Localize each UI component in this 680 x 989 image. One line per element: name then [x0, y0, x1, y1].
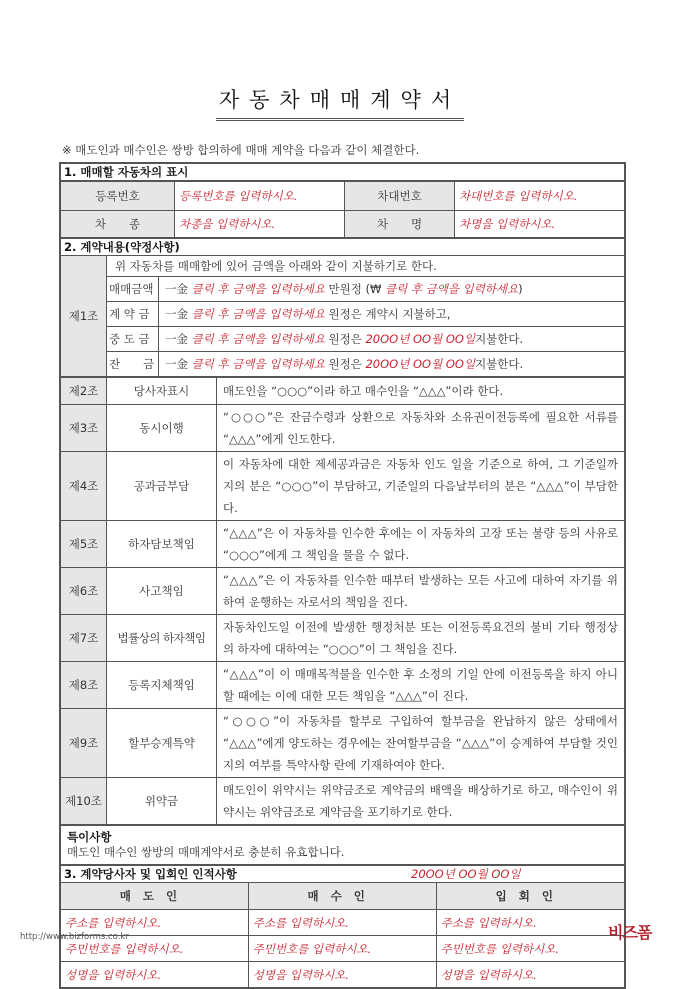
car-name-label: 차 명 — [345, 211, 455, 238]
payment-label: 계 약 금 — [107, 302, 159, 327]
article-title: 당사자표시 — [107, 378, 217, 405]
section2-heading: 2. 계약내용(약정사항) — [61, 239, 625, 256]
balance-amount-field[interactable]: 클릭 후 금액을 입력하세요 — [191, 357, 325, 371]
article-row — [61, 521, 625, 568]
special-notes-text[interactable]: 매도인 매수인 쌍방의 매매계약서로 충분히 유효합니다. — [67, 845, 345, 859]
interim-amount-field[interactable]: 클릭 후 금액을 입력하세요 — [191, 332, 325, 346]
buyer-address-field[interactable]: 주소를 입력하시오. — [248, 910, 436, 936]
witness-address-field[interactable]: 주소를 입력하시오. — [436, 910, 624, 936]
balance-date-field[interactable]: 20OO년 OO월 OO일 — [365, 357, 476, 371]
article-text: “△△△”은 이 자동차를 인수한 때부터 발생하는 모든 사고에 대하여 자기를 위하여 운행하는 자로서의 책임을 진다. — [217, 568, 625, 615]
vehicle-table — [60, 163, 625, 181]
footer-url-link[interactable]: http://www.bizforms.co.kr — [20, 932, 129, 942]
article-number: 제7조 — [61, 615, 107, 662]
document-title-wrap — [216, 84, 464, 121]
article-row — [61, 662, 625, 709]
special-notes-table — [60, 825, 625, 865]
payment-row-deposit — [61, 302, 625, 327]
reg-number-label: 등록번호 — [61, 182, 175, 211]
article-text: 자동차인도일 이전에 발생한 행정처분 또는 이전등록요건의 불비 기타 행정상의 하자에 대하여는 “○○○”이 그 책임을 진다. — [217, 615, 625, 662]
article-row — [61, 405, 625, 452]
section3-heading: 3. 계약당사자 및 입회인 인적사항 — [64, 867, 237, 881]
reg-number-field[interactable]: 등록번호를 입력하시오. — [175, 182, 345, 211]
payment-label: 매매금액 — [107, 277, 159, 302]
article-text: “○○○”은 잔금수령과 상환으로 자동차와 소유권이전등록에 필요한 서류를 “△△△”에게 인도한다. — [217, 405, 625, 452]
terms-table — [60, 238, 625, 377]
amount-unit-text: 만원정 (₩ — [324, 282, 385, 296]
seller-name-field[interactable]: 성명을 입력하시오. — [61, 962, 249, 988]
article1-intro: 위 자동차를 매매함에 있어 금액을 아래와 같이 지불하기로 한다. — [107, 256, 625, 277]
buyer-header: 매수인 — [248, 883, 436, 910]
interim-date-field[interactable]: 20OO년 OO월 OO일 — [365, 332, 476, 346]
amount-prefix: 一金 — [165, 332, 188, 346]
bizforms-logo: 비즈폼 — [608, 923, 652, 942]
article-row — [61, 615, 625, 662]
article-text: 매도인을 “○○○”이라 하고 매수인을 “△△△”이라 한다. — [217, 378, 625, 405]
balance-suffix: 지불한다. — [475, 357, 524, 371]
article-title: 법률상의 하자책임 — [107, 615, 217, 662]
chassis-number-label: 차대번호 — [345, 182, 455, 211]
article-number: 제4조 — [61, 452, 107, 521]
contract-date-field[interactable]: 20OO년 OO월 OO일 — [411, 867, 521, 881]
buyer-id-field[interactable]: 주민번호를 입력하시오. — [248, 936, 436, 962]
special-notes — [61, 826, 625, 865]
article-number: 제2조 — [61, 378, 107, 405]
section3-heading-row — [61, 866, 625, 883]
paren-close: ) — [518, 282, 523, 296]
payment-label: 중 도 금 — [107, 327, 159, 352]
balance-text: 원정은 — [324, 357, 366, 371]
article-title: 할부승계특약 — [107, 709, 217, 778]
chassis-number-field[interactable]: 차대번호를 입력하시오. — [455, 182, 625, 211]
article-title: 공과금부담 — [107, 452, 217, 521]
article-text: “△△△”은 이 자동차를 인수한 후에는 이 자동차의 고장 또는 불량 등의 사유로 “○○○”에게 그 책임을 물을 수 없다. — [217, 521, 625, 568]
article-text: 이 자동차에 대한 제세공과금은 자동차 인도 일을 기준으로 하여, 그 기준일까지의 분은 “○○○”이 부담하고, 기준일의 다음날부터의 분은 “△△△”이 부담한다. — [217, 452, 625, 521]
seller-header: 매도인 — [61, 883, 249, 910]
document-title: 자동차매매계약서 — [216, 84, 464, 121]
total-amount-field[interactable]: 클릭 후 금액을 입력하세요 — [191, 282, 325, 296]
buyer-name-field[interactable]: 성명을 입력하시오. — [248, 962, 436, 988]
contract-form — [59, 162, 626, 989]
seller-id-field[interactable]: 주민번호를 입력하시오. — [61, 936, 249, 962]
parties-table — [60, 865, 625, 988]
car-type-label: 차 종 — [61, 211, 175, 238]
article-text: “○○○”이 자동차를 할부로 구입하여 할부금을 완납하지 않은 상태에서 “△△△”에게 양도하는 경우에는 잔여할부금을 “△△△”이 승계하여 부담할 것인지의 여부를 특약사항 란에 기재하여야 한다. — [217, 709, 625, 778]
witness-name-field[interactable]: 성명을 입력하시오. — [436, 962, 624, 988]
interim-suffix: 지불한다. — [475, 332, 524, 346]
article-title: 동시이행 — [107, 405, 217, 452]
intro-text: ※ 매도인과 매수인은 쌍방 합의하에 매매 계약을 다음과 같이 체결한다. — [62, 143, 420, 157]
article-number: 제5조 — [61, 521, 107, 568]
amount-prefix: 一金 — [165, 307, 188, 321]
article-number: 제10조 — [61, 778, 107, 825]
deposit-amount-field[interactable]: 클릭 후 금액을 입력하세요 — [191, 307, 325, 321]
witness-header: 입회인 — [436, 883, 624, 910]
article1-label: 제1조 — [61, 256, 107, 377]
article-title: 사고책임 — [107, 568, 217, 615]
seller-address-field[interactable]: 주소를 입력하시오. — [61, 910, 249, 936]
article-number: 제8조 — [61, 662, 107, 709]
section1-heading: 1. 매매할 자동차의 표시 — [61, 164, 625, 181]
total-amount-won-field[interactable]: 클릭 후 금액을 입력하세요 — [384, 282, 519, 296]
deposit-text: 원정은 계약시 지불하고, — [324, 307, 451, 321]
article-row — [61, 452, 625, 521]
article-number: 제6조 — [61, 568, 107, 615]
amount-prefix: 一金 — [165, 357, 188, 371]
article-title: 하자담보책임 — [107, 521, 217, 568]
article-number: 제9조 — [61, 709, 107, 778]
car-type-field[interactable]: 차종을 입력하시오. — [175, 211, 345, 238]
witness-id-field[interactable]: 주민번호를 입력하시오. — [436, 936, 624, 962]
car-name-field[interactable]: 차명을 입력하시오. — [455, 211, 625, 238]
article-row — [61, 778, 625, 825]
special-notes-heading: 특이사항 — [67, 830, 112, 844]
articles-table — [60, 377, 625, 825]
vehicle-info-table — [60, 181, 625, 238]
article-row — [61, 568, 625, 615]
article-text: 매도인이 위약시는 위약금조로 계약금의 배액을 배상하기로 하고, 매수인이 위약시는 위약금조로 계약금을 포기하기로 한다. — [217, 778, 625, 825]
payment-row-total — [61, 277, 625, 302]
payment-label: 잔 금 — [107, 352, 159, 377]
article-row — [61, 378, 625, 405]
interim-text: 원정은 — [324, 332, 366, 346]
article-text: “△△△”이 이 매매목적물을 인수한 후 소정의 기일 안에 이전등록을 하지 아니할 때에는 이에 대한 모든 책임을 “△△△”이 진다. — [217, 662, 625, 709]
amount-prefix: 一金 — [165, 282, 188, 296]
article-title: 위약금 — [107, 778, 217, 825]
article-number: 제3조 — [61, 405, 107, 452]
article-row — [61, 709, 625, 778]
payment-row-balance — [61, 352, 625, 377]
payment-row-interim — [61, 327, 625, 352]
article-title: 등록지체책임 — [107, 662, 217, 709]
